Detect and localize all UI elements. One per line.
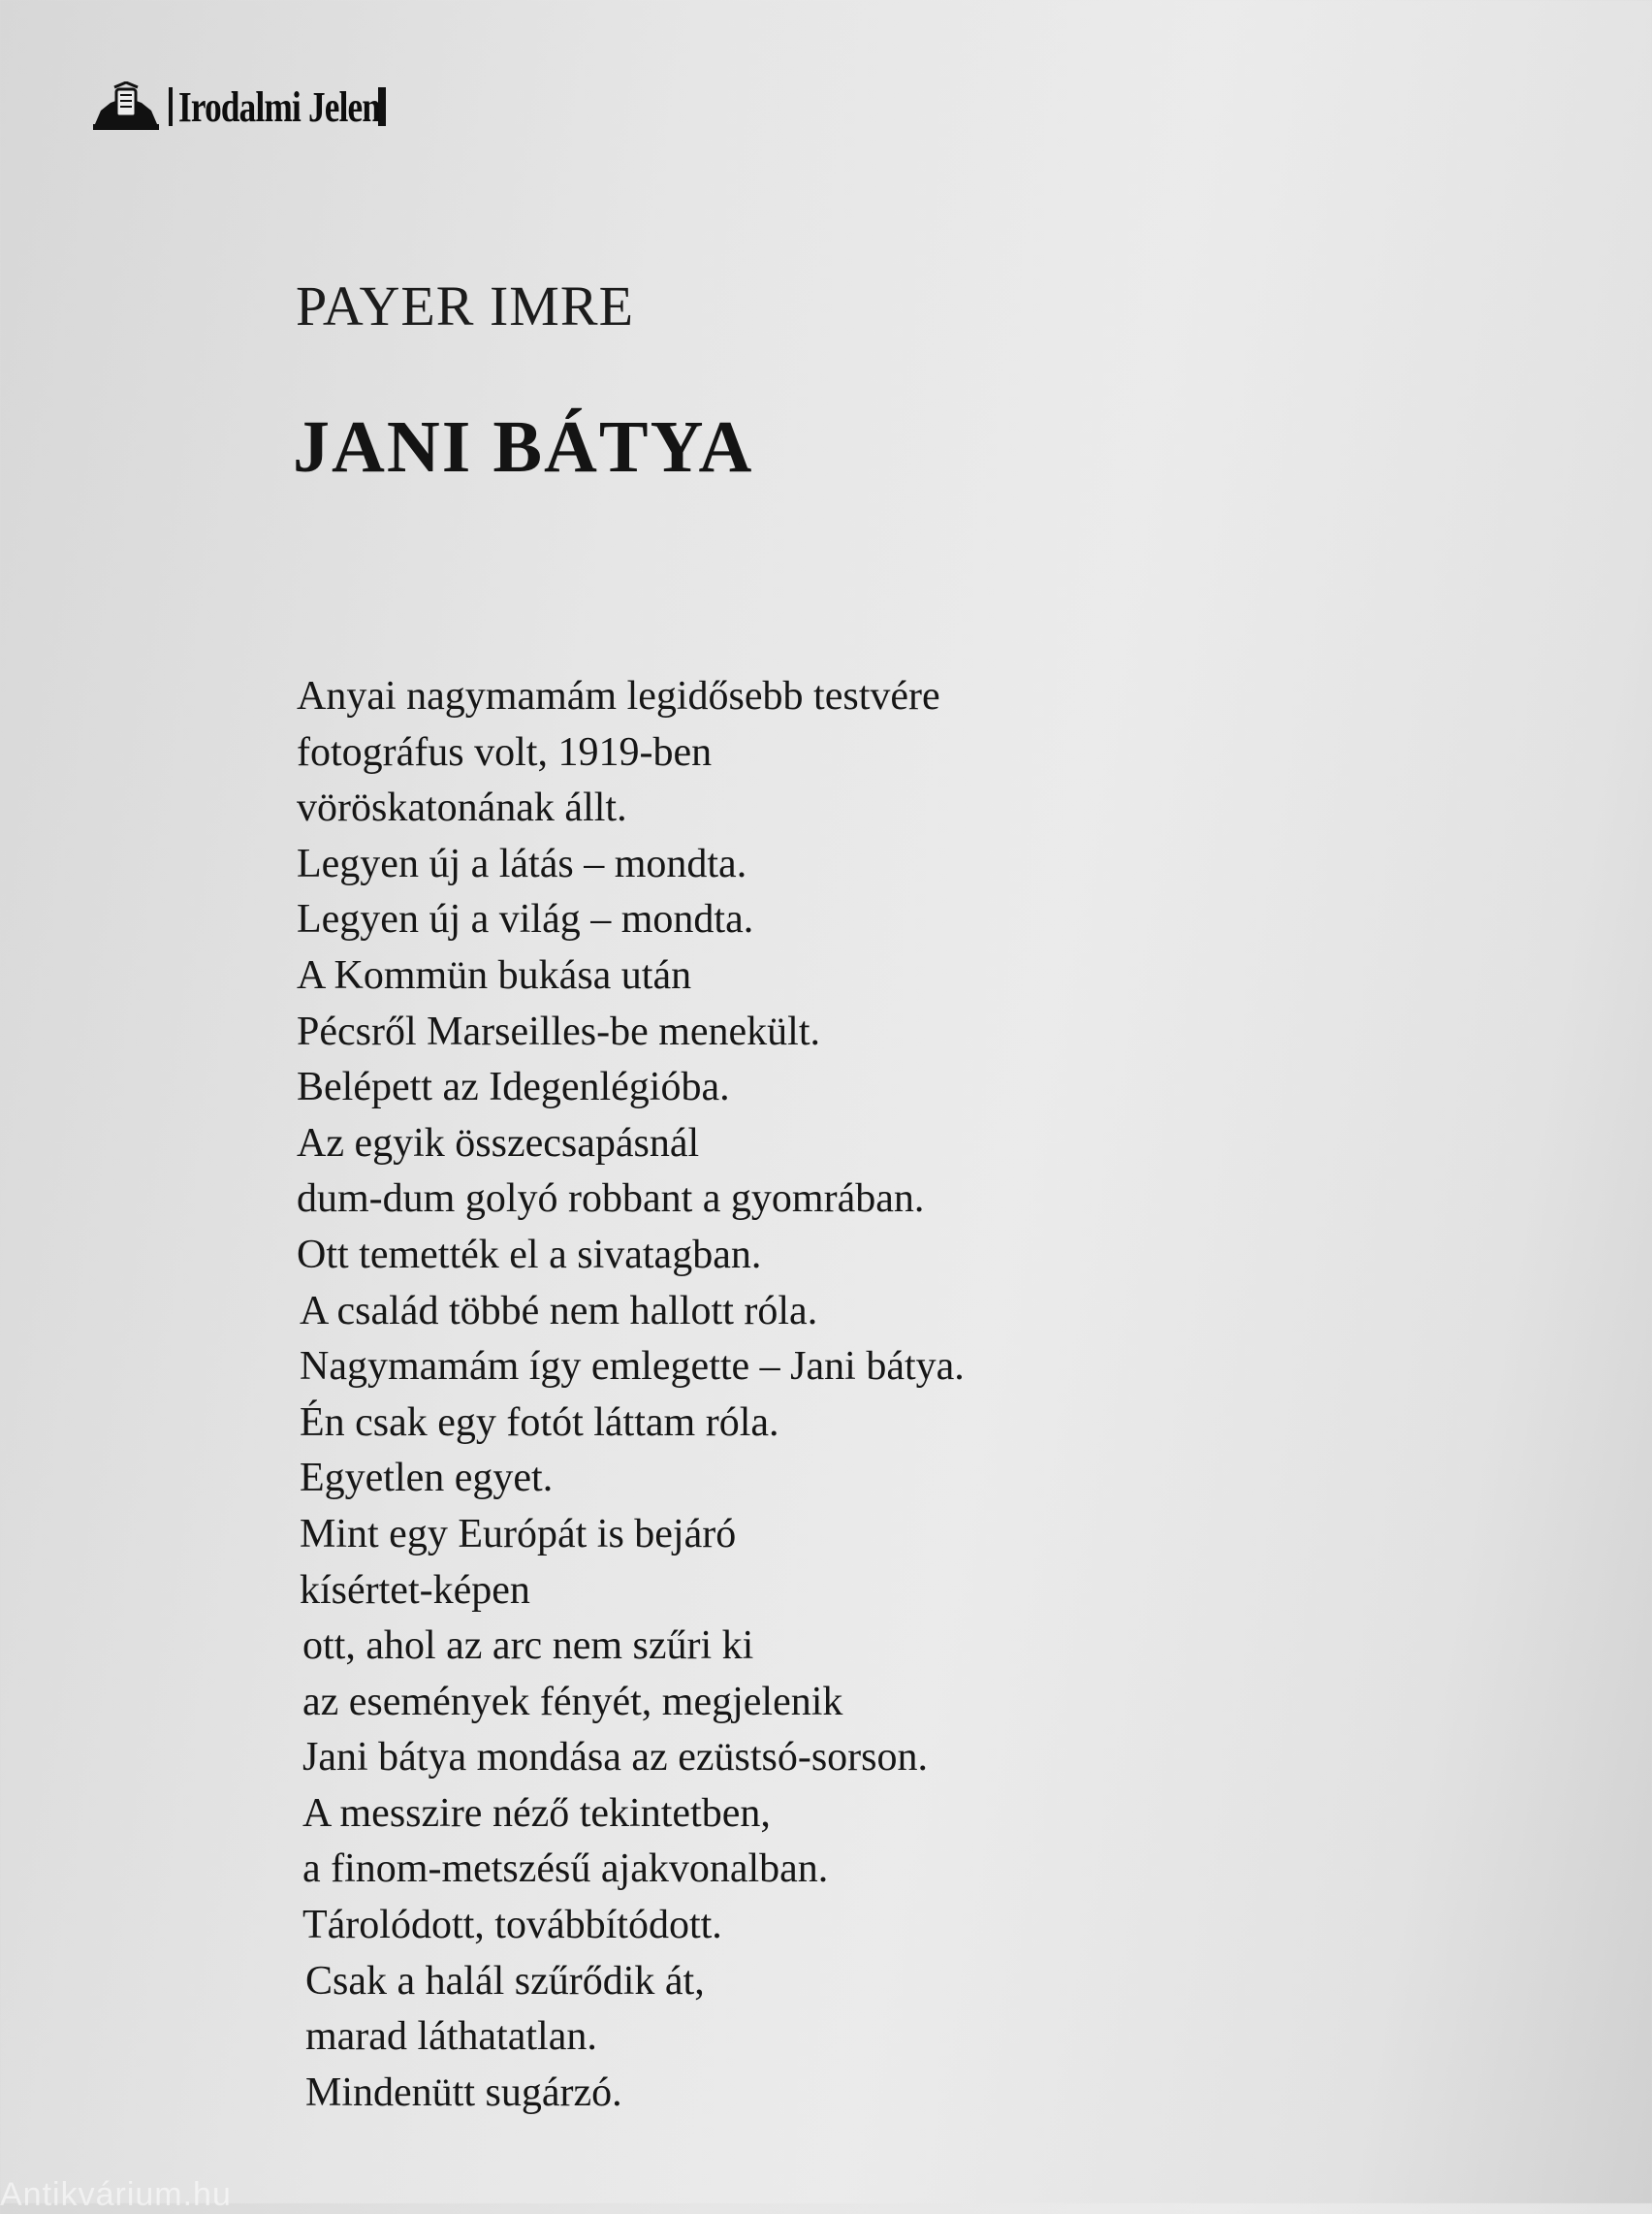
- poem-line: Mint egy Európát is bejáró: [300, 1511, 737, 1556]
- watermark: Antikvárium.hu: [0, 2176, 232, 2213]
- poem-line: Jani bátya mondása az ezüstsó-sorson.: [302, 1735, 928, 1781]
- poem-line: fotográfus volt, 1919-ben: [297, 729, 713, 775]
- poem-line: A Kommün bukása után: [297, 952, 692, 998]
- poem-line: vöröskatonának állt.: [297, 786, 627, 831]
- masthead-rule: [169, 87, 173, 126]
- poem-line: Pécsről Marseilles-be menekült.: [297, 1009, 821, 1054]
- poem-line: Ott temették el a sivatagban.: [297, 1232, 762, 1277]
- poem-line: A messzire néző tekintetben,: [302, 1790, 771, 1836]
- masthead: [91, 80, 386, 134]
- masthead-title: Irodalmi Jelen: [178, 82, 381, 131]
- poem-line: Én csak egy fotót láttam róla.: [300, 1399, 779, 1445]
- poem-line: az események fényét, megjelenik: [302, 1679, 843, 1724]
- poem-line: ott, ahol az arc nem szűri ki: [302, 1623, 754, 1669]
- poem-line: kísértet-képen: [300, 1567, 530, 1613]
- crest-emblem-icon: [91, 81, 161, 132]
- poem-line: dum-dum golyó robbant a gyomrában.: [297, 1176, 925, 1222]
- poem-line: A család többé nem hallott róla.: [300, 1288, 818, 1333]
- poem-line: Tárolódott, továbbítódott.: [302, 1903, 722, 1948]
- poem-line: Mindenütt sugárzó.: [305, 2070, 622, 2115]
- poem-line: Anyai nagymamám legidősebb testvére: [297, 674, 940, 719]
- poem-line: Belépett az Idegenlégióba.: [297, 1065, 730, 1110]
- poem-line: Egyetlen egyet.: [300, 1456, 554, 1501]
- poem-line: Csak a halál szűrődik át,: [305, 1958, 705, 2004]
- poem-line: a finom-metszésű ajakvonalban.: [302, 1846, 829, 1892]
- poem-line: Az egyik összecsapásnál: [297, 1120, 700, 1166]
- poem-line: Legyen új a világ – mondta.: [297, 897, 754, 943]
- poem-author: PAYER IMRE: [296, 274, 634, 337]
- poem-line: Legyen új a látás – mondta.: [297, 841, 747, 886]
- poem-line: Nagymamám így emlegette – Jani bátya.: [300, 1344, 965, 1390]
- poem-body: [297, 669, 1266, 2121]
- poem-line: marad láthatatlan.: [305, 2014, 597, 2060]
- poem-title: JANI BÁTYA: [293, 406, 754, 488]
